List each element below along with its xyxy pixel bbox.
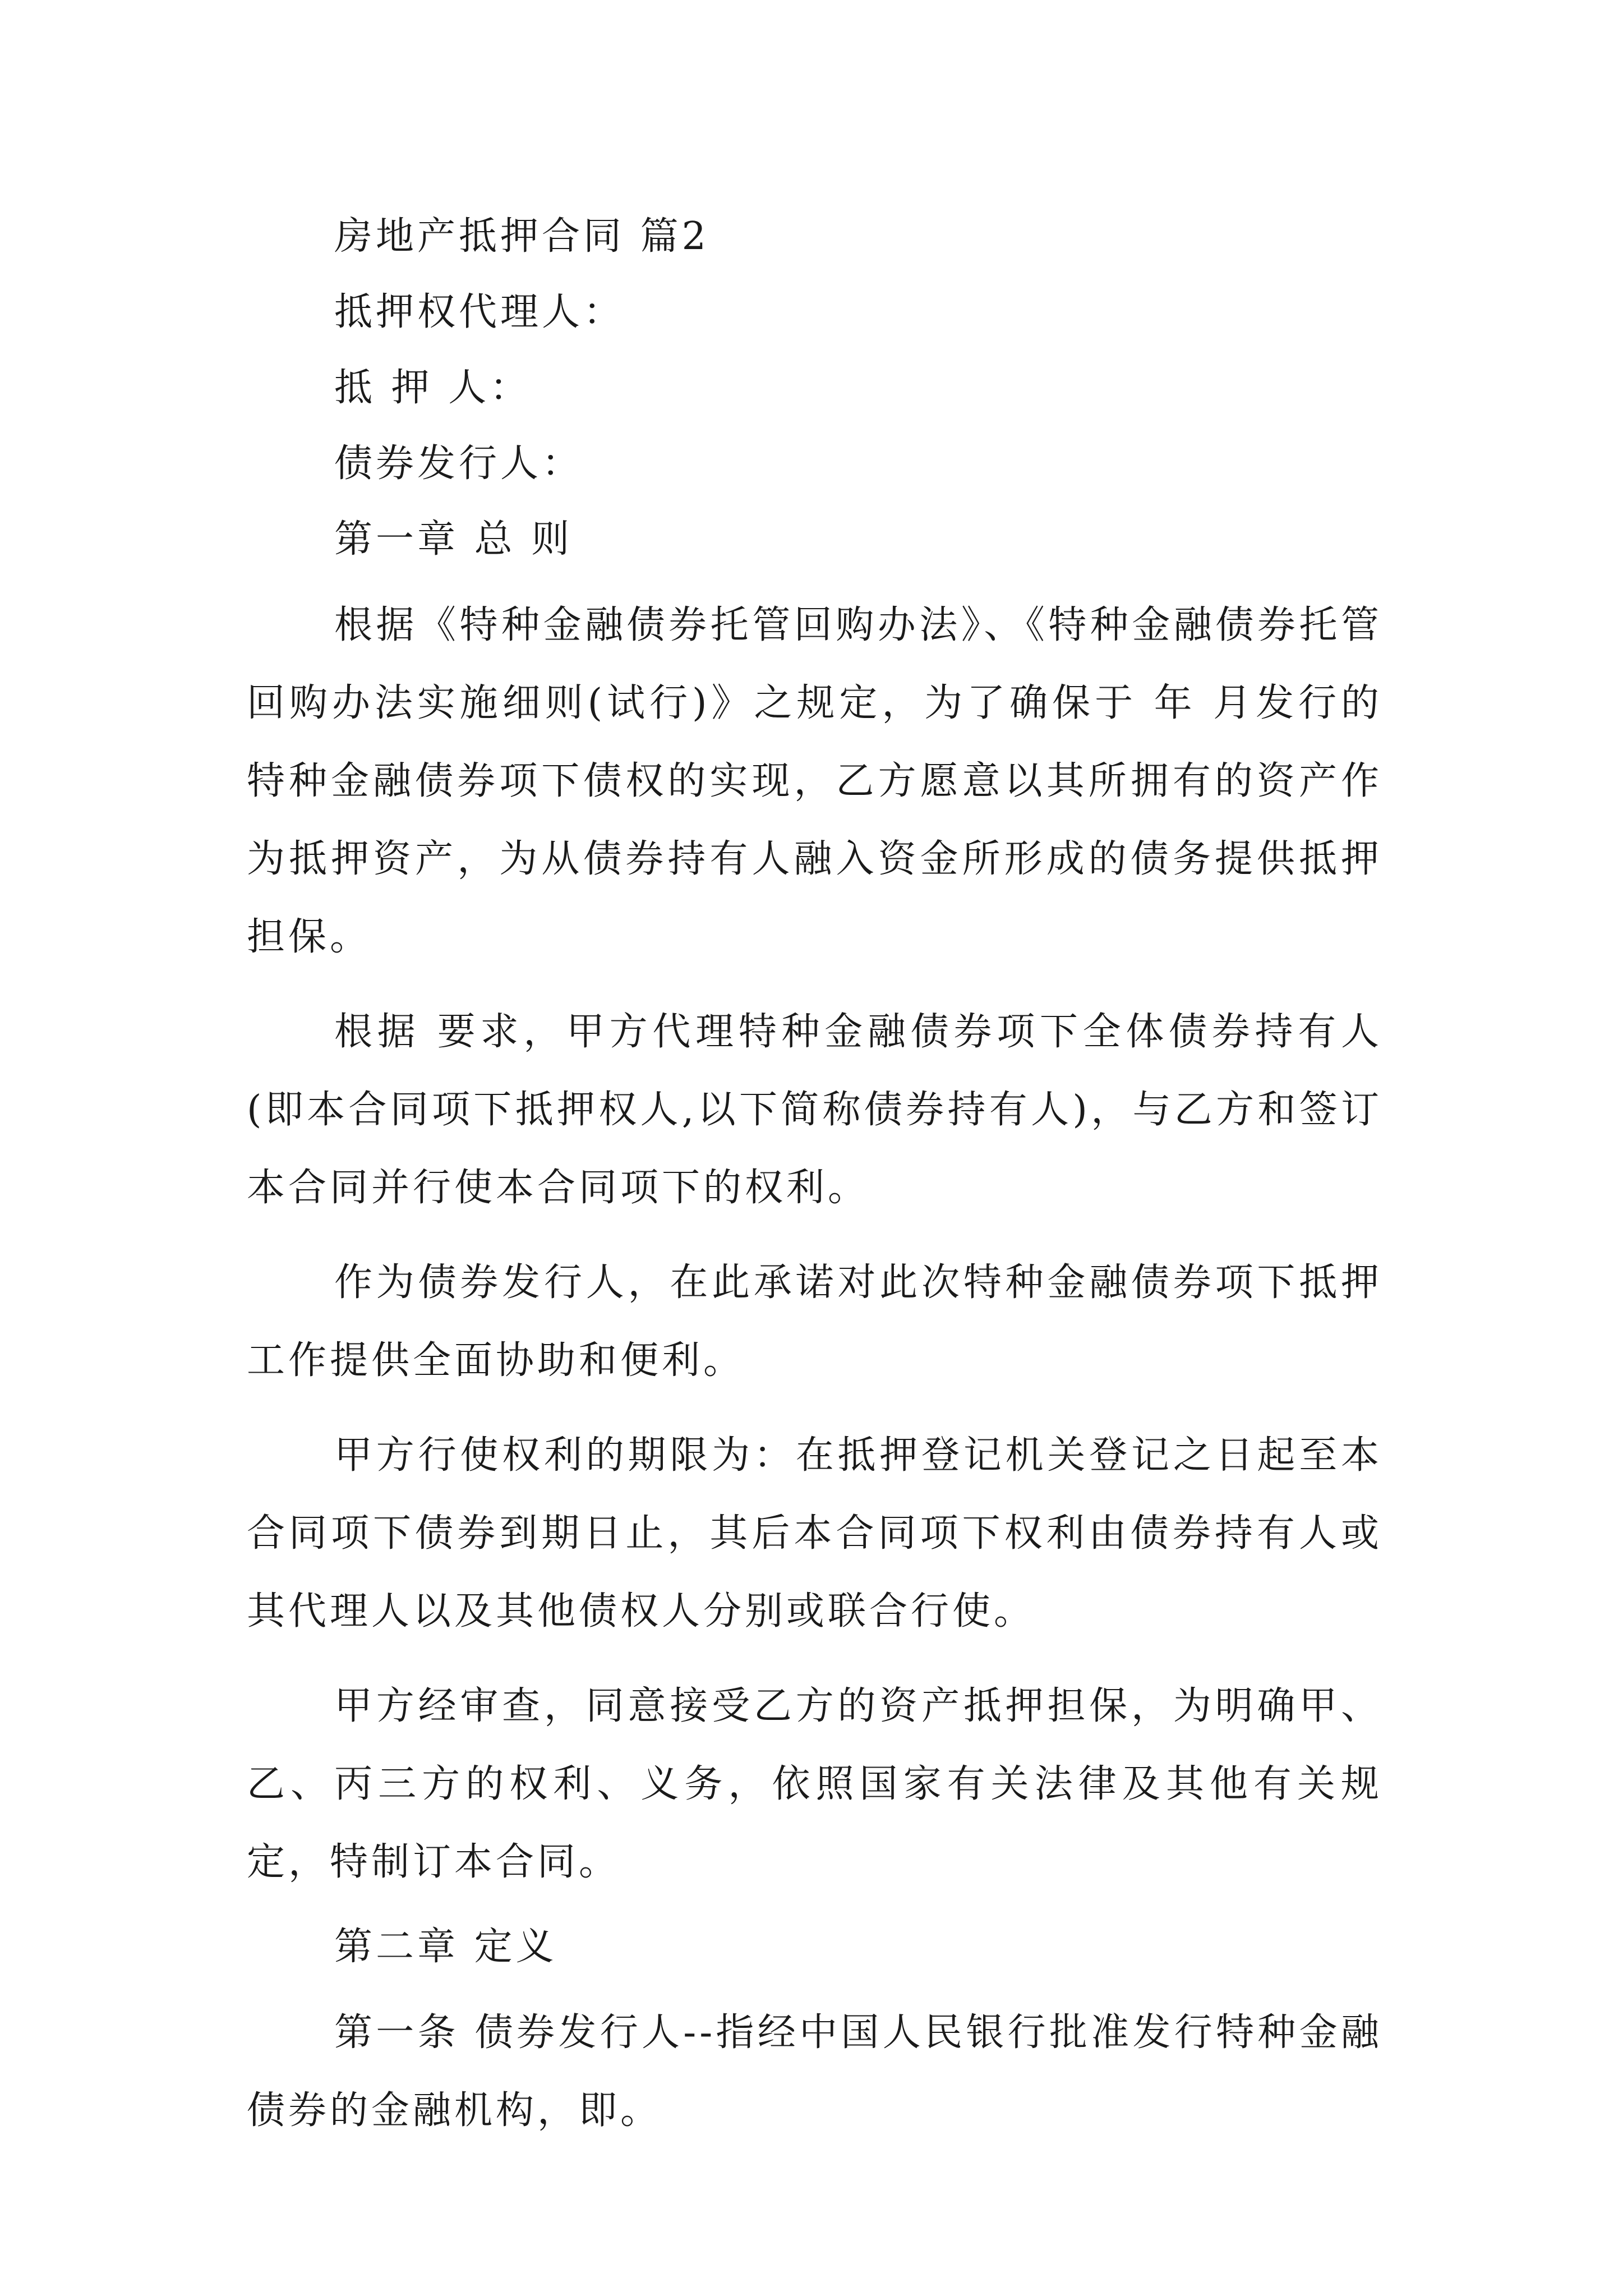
chapter1-heading: 第一章 总 则: [334, 517, 573, 562]
mortgagor-label: 抵 押 人：: [334, 366, 532, 410]
article-1: 第一条 债券发行人--指经中国人民银行批准发行特种金融债券的金融机构，即。: [247, 2010, 1382, 2133]
paragraph: 根据 要求，甲方代理特种金融债券项下全体债券持有人(即本合同项下抵押权人,以下简称债券持有人)，与乙方和签订本合同并行使本合同项下的权利。: [247, 1010, 1382, 1210]
paragraph: 甲方行使权利的期限为：在抵押登记机关登记之日起至本合同项下债券到期日止，其后本合同项下权利由债券持有人或其代理人以及其他债权人分别或联合行使。: [247, 1433, 1382, 1634]
document-title: 房地产抵押合同 篇2: [334, 214, 709, 259]
issuer-label: 债券发行人：: [334, 441, 584, 486]
paragraph: 作为债券发行人，在此承诺对此次特种金融债券项下抵押工作提供全面协助和便利。: [247, 1260, 1382, 1383]
paragraph: 甲方经审查，同意接受乙方的资产抵押担保，为明确甲、乙、丙三方的权利、义务，依照国家有关法律及其他有关规定，特制订本合同。: [247, 1684, 1382, 1884]
agent-label: 抵押权代理人：: [334, 290, 625, 334]
document-body: [247, 208, 1382, 2166]
chapter2-heading: 第二章 定义: [334, 1925, 557, 1969]
paragraph: 根据《特种金融债券托管回购办法》、《特种金融债券托管回购办法实施细则(试行)》之规定，为了确保于 年 月发行的特种金融债券项下债权的实现，乙方愿意以其所拥有的资产作为抵押资产，为从债券持有人融入资金所形成的债务提供抵押担保。: [247, 603, 1382, 959]
